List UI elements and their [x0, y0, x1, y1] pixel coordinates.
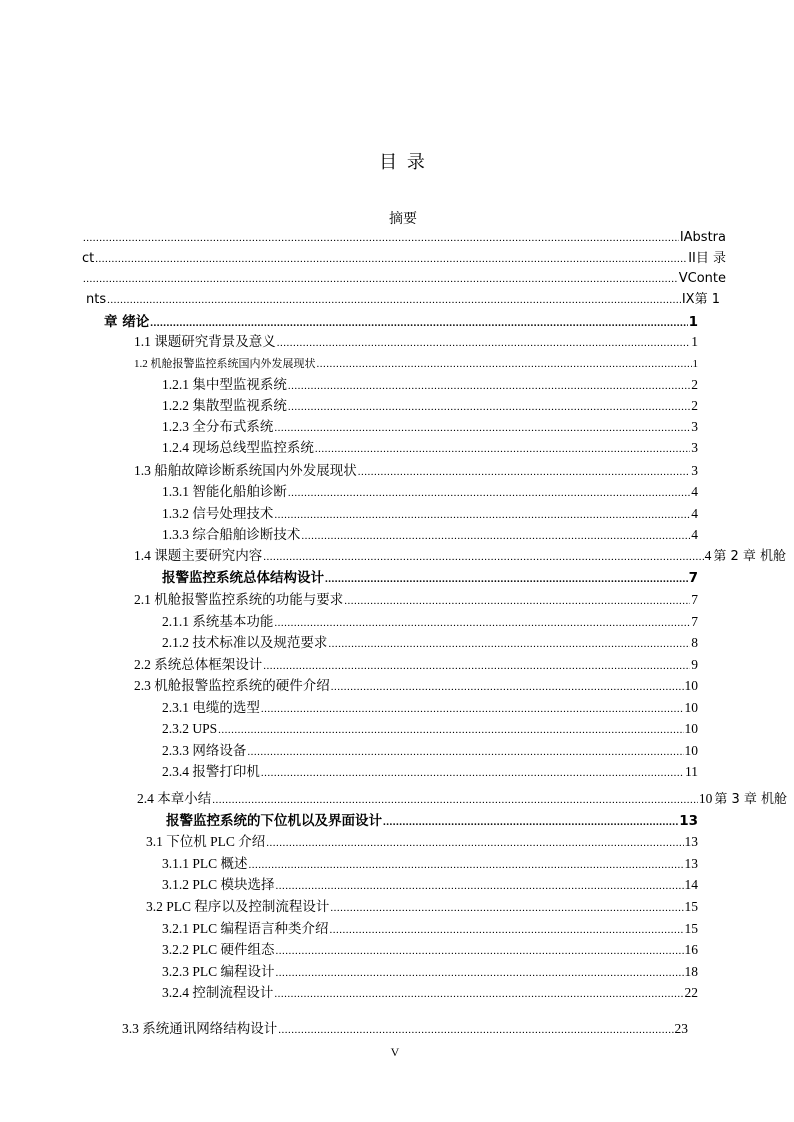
toc-entry-label: 1.3 船舶故障诊断系统国内外发展现状 — [134, 463, 357, 478]
toc-entry[interactable] — [82, 270, 726, 288]
toc-leader-dots — [277, 334, 691, 352]
toc-leader-dots — [276, 964, 684, 982]
toc-entry[interactable] — [162, 376, 698, 395]
toc-entry-label: 3.1.1 PLC 概述 — [162, 856, 248, 871]
toc-entry-page: 1 — [691, 334, 698, 349]
toc-entry-label: 3.1 下位机 PLC 介绍 — [146, 834, 266, 849]
page-number: V — [390, 1045, 400, 1059]
toc-entry-page: 1 — [688, 314, 698, 330]
toc-entry[interactable] — [162, 526, 698, 545]
toc-entry[interactable] — [162, 483, 698, 502]
toc-entry[interactable] — [134, 591, 698, 610]
toc-entry-page: 1 — [692, 358, 698, 370]
toc-entry-page: 4 — [691, 484, 698, 499]
toc-entry-page: 15 — [684, 899, 698, 914]
toc-leader-dots — [83, 270, 678, 288]
toc-entry[interactable] — [82, 250, 726, 268]
toc-entry-label: 报警监控系统的下位机以及界面设计 — [166, 813, 382, 829]
toc-entry[interactable] — [134, 677, 698, 696]
toc-entry[interactable] — [162, 699, 698, 718]
page-title: 目 录 — [379, 152, 427, 173]
toc-entry-page: 14 — [684, 877, 698, 892]
toc-entry-page: 11 — [685, 764, 698, 779]
toc-entry-label: 1.3.1 智能化船舶诊断 — [162, 484, 287, 499]
toc-leader-dots — [276, 942, 684, 960]
toc-entry-page: 8 — [691, 635, 698, 650]
toc-entry[interactable] — [166, 812, 698, 831]
toc-entry-page: 10 — [684, 743, 698, 758]
toc-entry[interactable] — [162, 742, 698, 761]
toc-entry-page: 4 — [691, 506, 698, 521]
toc-leader-dots — [83, 229, 679, 247]
toc-leader-dots — [263, 548, 703, 566]
toc-entry-page: 13 — [679, 813, 698, 829]
toc-chapter-heading: 第 3 章 机舱 — [714, 792, 787, 807]
toc-entry-page: II目 录 — [688, 251, 726, 266]
toc-leader-dots — [261, 764, 684, 782]
toc-entry[interactable] — [162, 569, 698, 588]
toc-entry-label: 1.2.3 全分布式系统 — [162, 419, 274, 434]
toc-entry-page: 4 — [704, 548, 712, 563]
toc-entry[interactable] — [162, 418, 698, 437]
toc-entry[interactable] — [162, 963, 698, 982]
toc-entry-label: 2.3.4 报警打印机 — [162, 764, 260, 779]
toc-entry-label: 章 绪论 — [104, 314, 150, 330]
toc-entry[interactable] — [162, 613, 698, 632]
toc-entry-label: 2.4 本章小结 — [137, 791, 212, 806]
toc-leader-dots — [344, 592, 690, 610]
toc-entry-label: 1.4 课题主要研究内容 — [134, 548, 263, 563]
toc-entry-label: 3.2.1 PLC 编程语言种类介绍 — [162, 921, 329, 936]
toc-entry-page: 13 — [684, 834, 698, 849]
toc-entry[interactable] — [162, 634, 698, 653]
toc-entry-page: 15 — [684, 921, 698, 936]
toc-entry[interactable] — [134, 355, 698, 373]
toc-entry[interactable] — [162, 855, 698, 874]
toc-leader-dots — [328, 635, 690, 653]
toc-entry[interactable] — [162, 876, 698, 895]
toc-entry[interactable] — [162, 763, 698, 782]
toc-leader-dots — [330, 899, 683, 917]
toc-entry-page: 7 — [688, 570, 698, 586]
toc-entry-page: 16 — [684, 942, 698, 957]
toc-entry-label: 2.3 机舱报警监控系统的硬件介绍 — [134, 678, 330, 693]
toc-entry[interactable] — [162, 941, 698, 960]
abstract-heading: 摘要 — [389, 211, 417, 227]
toc-leader-dots — [288, 398, 690, 416]
toc-entry-label: 1.2 机舱报警监控系统国内外发展现状 — [134, 358, 316, 370]
toc-entry-page: IAbstra — [679, 230, 726, 245]
toc-entry-page: 2 — [691, 377, 698, 392]
toc-entry-page: 9 — [691, 657, 698, 672]
toc-entry-label: 3.2.2 PLC 硬件组态 — [162, 942, 275, 957]
toc-entry-label: 2.3.2 UPS — [162, 721, 218, 736]
toc-entry[interactable] — [162, 984, 698, 1003]
toc-entry-label: 3.2.3 PLC 编程设计 — [162, 964, 275, 979]
toc-entry-label: 3.2.4 控制流程设计 — [162, 985, 274, 1000]
toc-entry-page: 2 — [691, 398, 698, 413]
toc-entry-label: ct — [82, 251, 95, 266]
toc-leader-dots — [274, 985, 683, 1003]
toc-entry-label: 3.1.2 PLC 模块选择 — [162, 877, 275, 892]
toc-entry-page: IX第 1 — [681, 292, 720, 307]
toc-leader-dots — [301, 527, 690, 545]
toc-entry-page: 7 — [691, 592, 698, 607]
toc-entry-label: 3.3 系统通讯网络结构设计 — [122, 1021, 278, 1036]
toc-leader-dots — [288, 377, 690, 395]
toc-entry[interactable] — [162, 439, 698, 458]
toc-entry[interactable] — [134, 547, 786, 566]
toc-leader-dots — [330, 921, 684, 939]
toc-entry-page: 22 — [684, 985, 698, 1000]
toc-leader-dots — [383, 813, 678, 831]
toc-leader-dots — [263, 657, 690, 675]
toc-entry-label: 1.1 课题研究背景及意义 — [134, 334, 276, 349]
toc-entry[interactable] — [82, 229, 726, 247]
toc-entry-page: 7 — [691, 614, 698, 629]
toc-entry-label: 报警监控系统总体结构设计 — [162, 570, 324, 586]
toc-entry-page: 10 — [684, 721, 698, 736]
toc-entry[interactable] — [86, 291, 720, 309]
toc-entry-page: 18 — [684, 964, 698, 979]
toc-entry[interactable] — [134, 462, 698, 481]
toc-leader-dots — [278, 1021, 673, 1039]
toc-entry[interactable] — [162, 920, 698, 939]
toc-entry-page: 10 — [684, 700, 698, 715]
toc-entry[interactable] — [162, 720, 698, 739]
toc-leader-dots — [218, 721, 683, 739]
toc-leader-dots — [331, 678, 684, 696]
toc-leader-dots — [150, 314, 687, 332]
toc-leader-dots — [274, 419, 690, 437]
toc-entry[interactable] — [162, 397, 698, 416]
toc-leader-dots — [261, 700, 684, 718]
toc-entry-page: 3 — [691, 440, 698, 455]
toc-entry[interactable] — [134, 333, 698, 352]
toc-leader-dots — [212, 791, 698, 809]
toc-leader-dots — [276, 877, 684, 895]
toc-leader-dots — [266, 834, 683, 852]
toc-entry-label: 2.1 机舱报警监控系统的功能与要求 — [134, 592, 344, 607]
toc-leader-dots — [317, 355, 692, 373]
toc-entry[interactable] — [146, 833, 698, 852]
toc-entry[interactable] — [137, 790, 787, 809]
toc-leader-dots — [274, 506, 690, 524]
toc-chapter-heading: 第 2 章 机舱 — [713, 549, 786, 564]
toc-leader-dots — [288, 484, 690, 502]
toc-leader-dots — [315, 440, 690, 458]
toc-entry-page: 3 — [691, 419, 698, 434]
toc-entry[interactable] — [134, 656, 698, 675]
toc-entry-page: VConte — [678, 271, 726, 286]
toc-entry-label: 2.1.1 系统基本功能 — [162, 614, 274, 629]
toc-entry-label: 3.2 PLC 程序以及控制流程设计 — [146, 899, 330, 914]
toc-entry-label: 2.2 系统总体框架设计 — [134, 657, 263, 672]
toc-entry-label: nts — [86, 292, 107, 307]
toc-leader-dots — [95, 250, 687, 268]
toc-entry-page: 10 — [698, 791, 713, 806]
toc-leader-dots — [107, 291, 681, 309]
toc-entry-label: 1.2.1 集中型监视系统 — [162, 377, 287, 392]
toc-leader-dots — [249, 856, 684, 874]
toc-entry-label: 1.2.4 现场总线型监控系统 — [162, 440, 314, 455]
toc-entry-label: 2.1.2 技术标准以及规范要求 — [162, 635, 328, 650]
toc-entry-label: 1.2.2 集散型监视系统 — [162, 398, 287, 413]
toc-entry[interactable] — [122, 1020, 688, 1039]
toc-leader-dots — [325, 570, 688, 588]
toc-entry[interactable] — [104, 313, 698, 332]
toc-entry-label: 1.3.3 综合船舶诊断技术 — [162, 527, 301, 542]
toc-leader-dots — [247, 743, 683, 761]
toc-entry-page: 10 — [684, 678, 698, 693]
toc-entry[interactable] — [146, 898, 698, 917]
toc-entry-page: 3 — [691, 463, 698, 478]
toc-entry[interactable] — [162, 505, 698, 524]
toc-entry-page: 23 — [674, 1021, 688, 1036]
toc-entry-page: 13 — [684, 856, 698, 871]
toc-leader-dots — [358, 463, 691, 481]
toc-leader-dots — [274, 614, 690, 632]
toc-entry-label: 1.3.2 信号处理技术 — [162, 506, 274, 521]
toc-entry-label: 2.3.1 电缆的选型 — [162, 700, 260, 715]
toc-entry-label: 2.3.3 网络设备 — [162, 743, 247, 758]
toc-entry-page: 4 — [691, 527, 698, 542]
